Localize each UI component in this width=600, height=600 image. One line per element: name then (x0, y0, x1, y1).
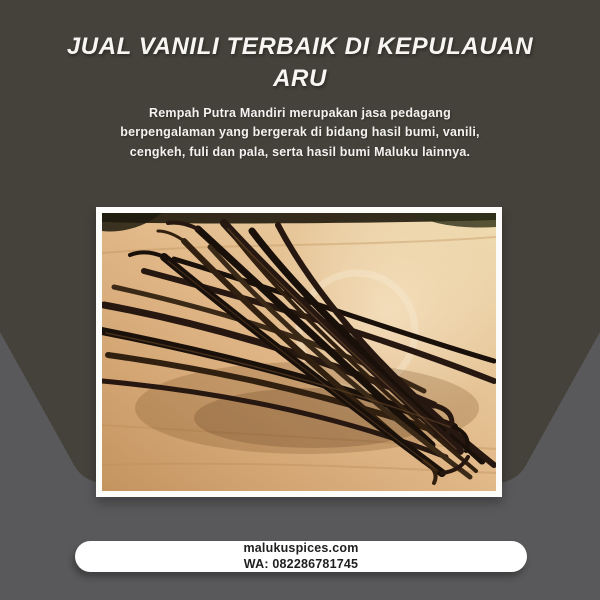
vanilla-beans-photo (102, 213, 496, 491)
contact-whatsapp: WA: 082286781745 (243, 556, 359, 571)
poster-title-line2: ARU (273, 64, 327, 92)
vanilla-photo-frame (96, 207, 502, 497)
poster-title-line1: JUAL VANILI TERBAIK DI KEPULAUAN (66, 33, 534, 60)
contact-pill (75, 541, 527, 572)
contact-website: malukuspices.com (243, 541, 359, 556)
poster-title (40, 31, 560, 94)
poster-subtitle: Rempah Putra Mandiri merupakan jasa pedagang berpengalaman yang bergerak di bidang hasil bumi, vanili, cengkeh, fuli dan pala, serta hasil bumi Maluku lainnya. (120, 106, 480, 159)
